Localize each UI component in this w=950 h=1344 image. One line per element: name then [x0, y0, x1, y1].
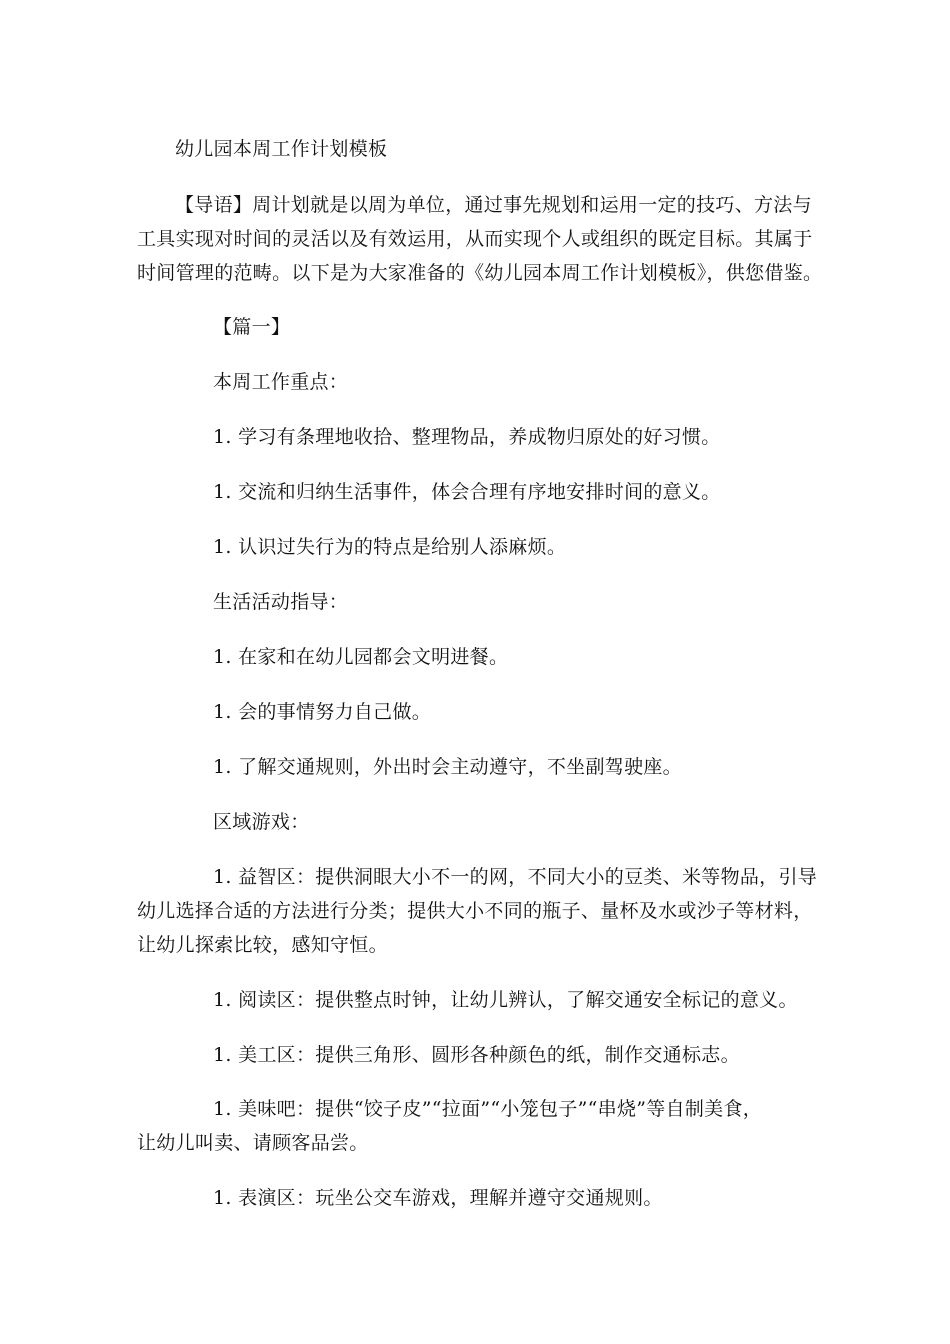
life-guidance-heading: 生活活动指导： [213, 591, 349, 613]
intro-line-1: 【导语】周计划就是以周为单位，通过事先规划和运用一定的技巧、方法与 [175, 194, 812, 216]
life-guidance-item: 1. 了解交通规则，外出时会主动遵守，不坐副驾驶座。 [213, 756, 682, 778]
area-game-item-food-line-2: 让幼儿叫卖、请顾客品尝。 [137, 1132, 369, 1154]
focus-item: 1. 认识过失行为的特点是给别人添麻烦。 [213, 536, 567, 558]
area-game-item-puzzle-line-2: 幼儿选择合适的方法进行分类；提供大小不同的瓶子、量杯及水或沙子等材料， [137, 900, 813, 922]
area-game-item-puzzle-line-3: 让幼儿探索比较，感知守恒。 [137, 934, 388, 956]
life-guidance-item: 1. 会的事情努力自己做。 [213, 701, 432, 723]
document-title: 幼儿园本周工作计划模板 [175, 138, 388, 160]
intro-line-2: 工具实现对时间的灵活以及有效运用，从而实现个人或组织的既定目标。其属于 [137, 228, 813, 250]
area-game-item-reading: 1. 阅读区：提供整点时钟，让幼儿辨认，了解交通安全标记的意义。 [213, 989, 798, 1011]
focus-heading: 本周工作重点： [213, 371, 349, 393]
intro-line-3: 时间管理的范畴。以下是为大家准备的《幼儿园本周工作计划模板》，供您借鉴。 [137, 262, 823, 284]
life-guidance-item: 1. 在家和在幼儿园都会文明进餐。 [213, 646, 509, 668]
area-game-item-art: 1. 美工区：提供三角形、圆形各种颜色的纸，制作交通标志。 [213, 1044, 740, 1066]
focus-item: 1. 交流和归纳生活事件，体会合理有序地安排时间的意义。 [213, 481, 721, 503]
section-label: 【篇一】 [213, 316, 291, 338]
area-game-item-puzzle-line-1: 1. 益智区：提供洞眼大小不一的网，不同大小的豆类、米等物品，引导 [213, 866, 818, 888]
area-game-item-food-line-1: 1. 美味吧：提供“饺子皮”“拉面”“小笼包子”“串烧”等自制美食， [213, 1098, 763, 1120]
focus-item: 1. 学习有条理地收拾、整理物品，养成物归原处的好习惯。 [213, 426, 721, 448]
area-game-item-performance: 1. 表演区：玩坐公交车游戏，理解并遵守交通规则。 [213, 1187, 663, 1209]
area-games-heading: 区域游戏： [213, 811, 310, 833]
